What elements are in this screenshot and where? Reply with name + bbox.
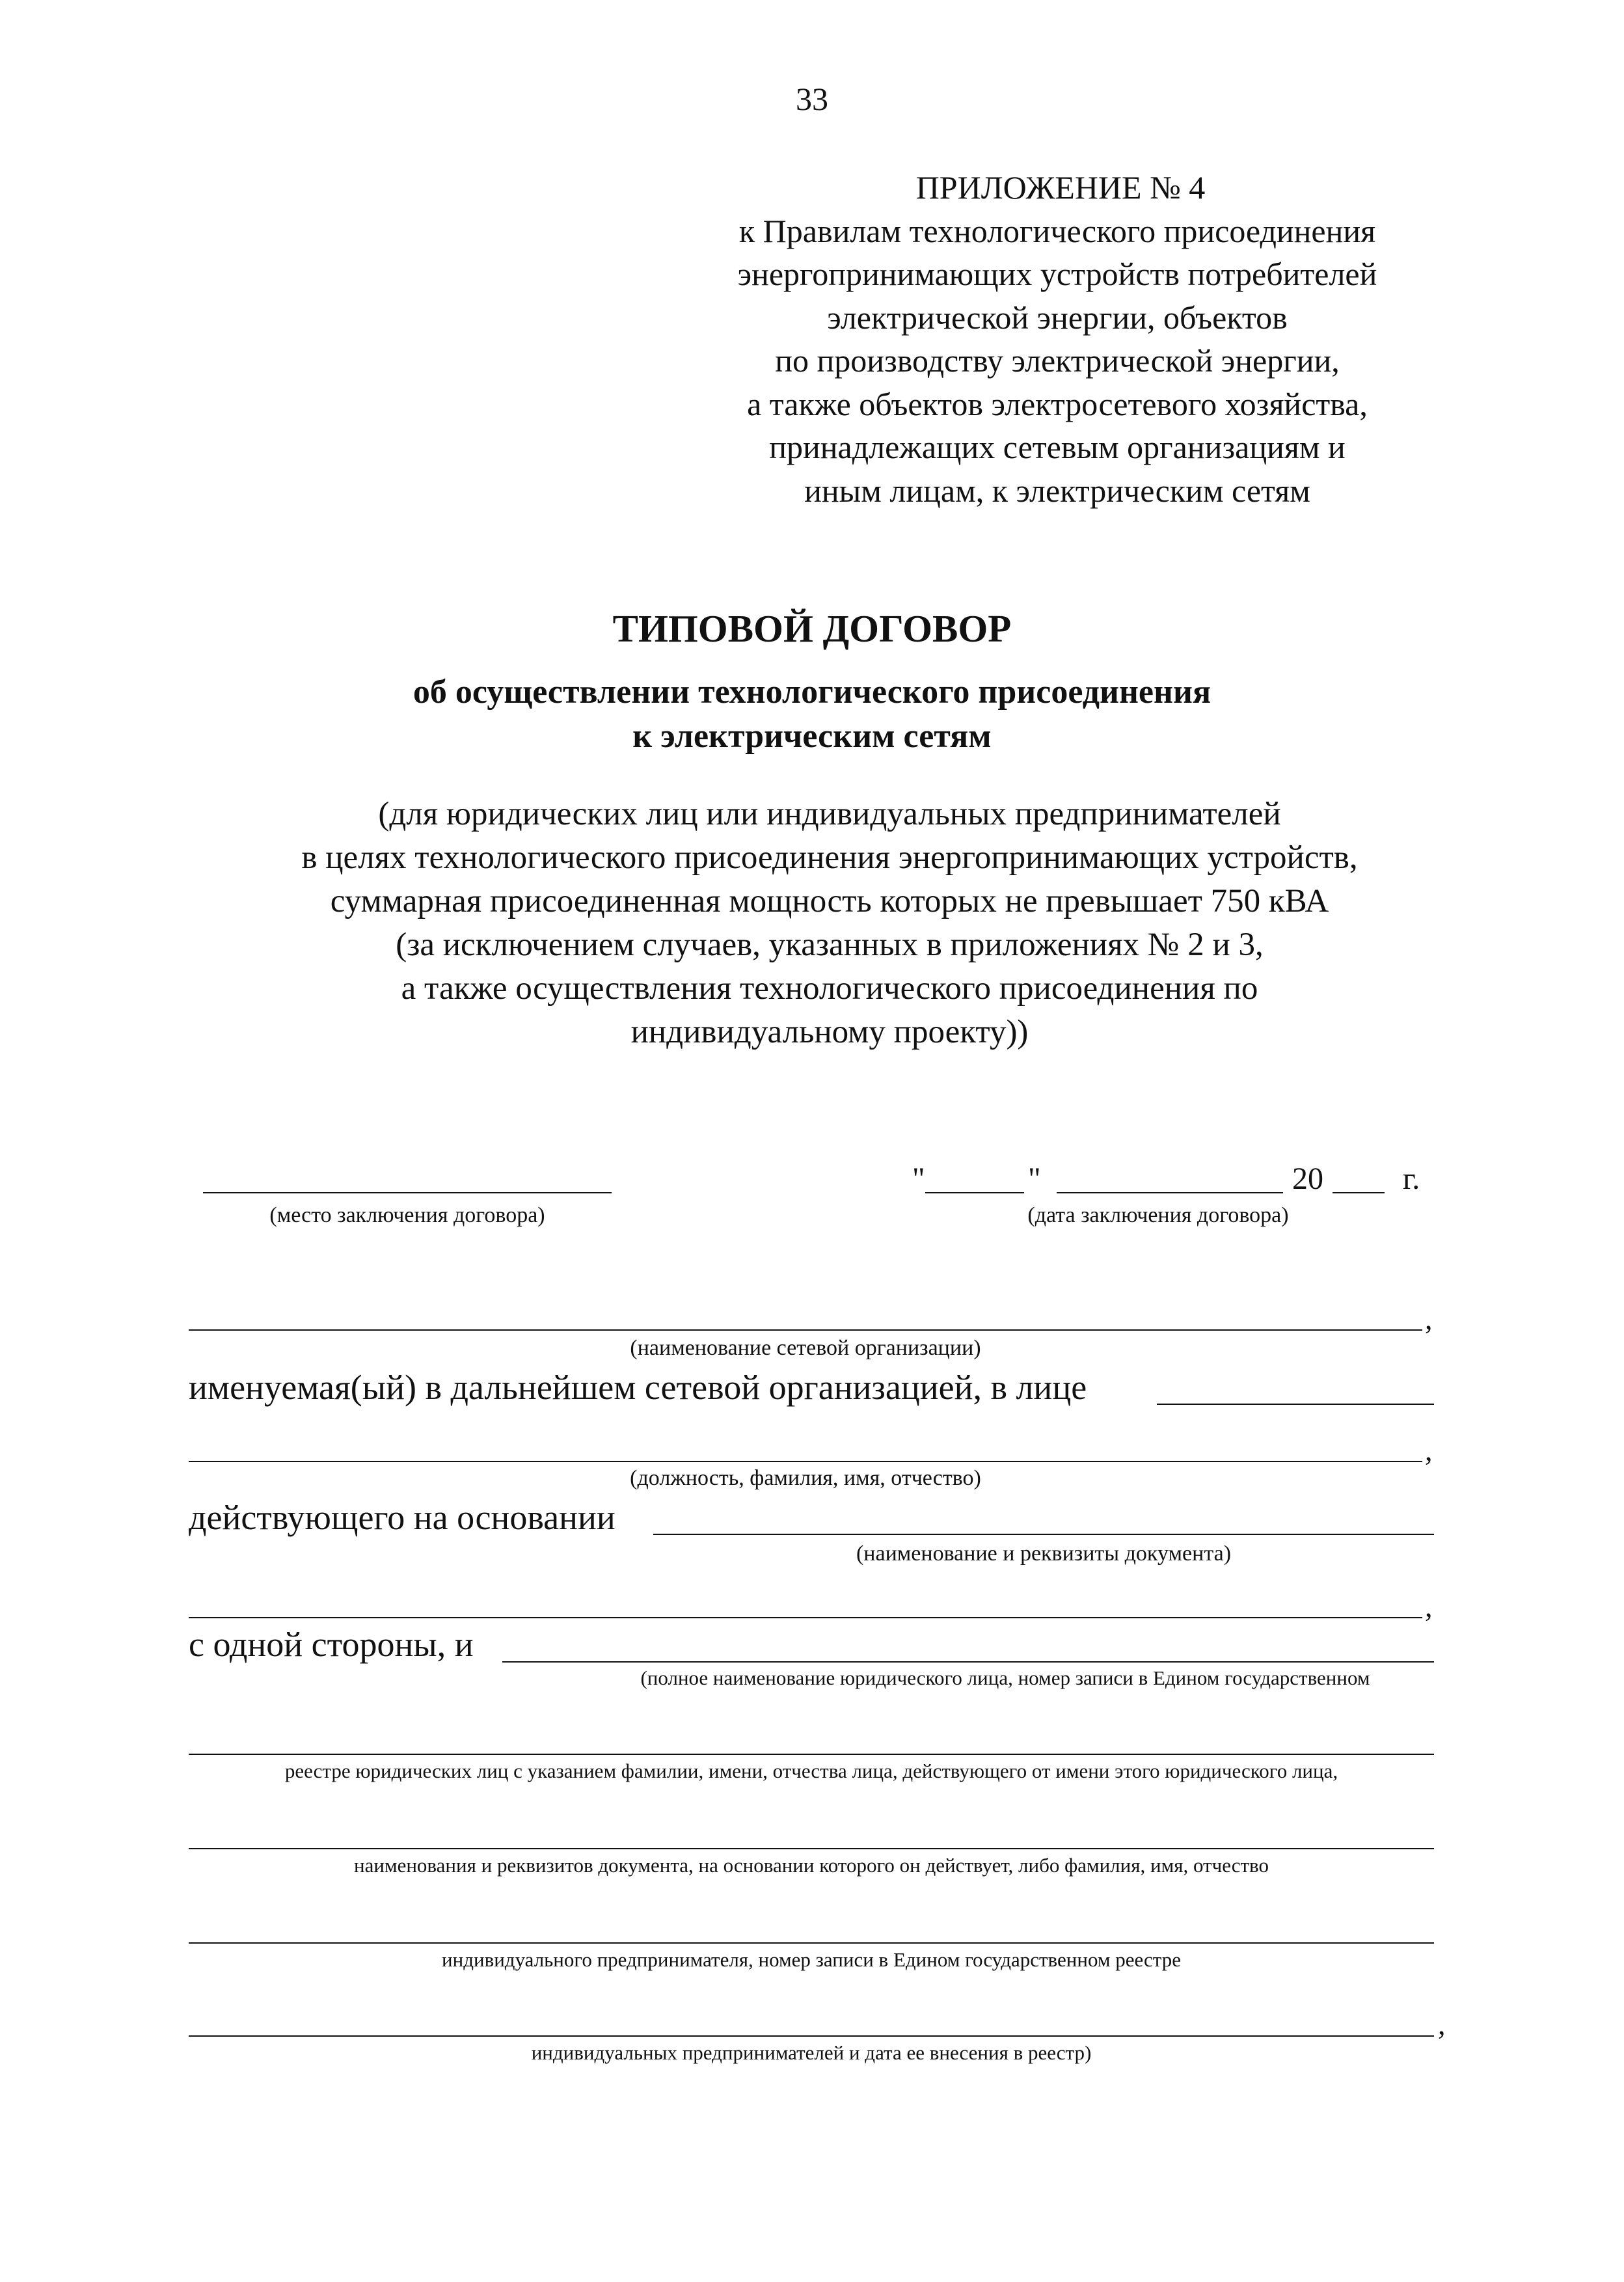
appendix-line: по производству электрической энергии, [775, 342, 1340, 379]
day-line[interactable] [925, 1192, 1024, 1193]
appendix-line: иным лицам, к электрическим сетям [804, 472, 1310, 509]
date-quote-open: " [912, 1161, 925, 1196]
named-as-text: именуемая(ый) в дальнейшем сетевой организацией, в лице [189, 1368, 1087, 1407]
legal-caption-4: индивидуального предпринимателя, номер записи в Едином государственном реестре [442, 1948, 1181, 1971]
year-line[interactable] [1333, 1192, 1385, 1193]
date-caption: (дата заключения договора) [1027, 1203, 1289, 1227]
applicant-line-4[interactable] [189, 1942, 1434, 1944]
page-number: 33 [796, 81, 828, 117]
appendix-line: электрической энергии, объектов [827, 299, 1288, 336]
scope-line: (за исключением случаев, указанных в приложениях № 2 и 3, [396, 927, 1264, 963]
legal-caption-2: реестре юридических лиц с указанием фамилии, имени, отчества лица, действующего от имени этого юридического лица, [284, 1759, 1338, 1782]
scope-line: а также осуществления технологического присоединения по [401, 970, 1258, 1007]
appendix-line: а также объектов электросетевого хозяйства, [747, 385, 1368, 422]
applicant-line-2[interactable] [189, 1754, 1434, 1755]
subtitle-line: об осуществлении технологического присоединения [413, 673, 1211, 711]
network-org-line[interactable] [189, 1329, 1422, 1331]
network-org-caption: (наименование сетевой организации) [630, 1336, 981, 1360]
applicant-line[interactable] [502, 1661, 1434, 1663]
date-quote-close: " [1028, 1161, 1041, 1196]
scope-line: (для юридических лиц или индивидуальных предпринимателей [378, 796, 1281, 832]
comma: , [1425, 1433, 1433, 1467]
subtitle-line: к электрическим сетям [632, 718, 992, 755]
applicant-line-3[interactable] [189, 1848, 1434, 1849]
position-caption: (должность, фамилия, имя, отчество) [630, 1466, 981, 1490]
scope-note [130, 793, 1529, 1054]
year-prefix: 20 [1292, 1161, 1323, 1196]
document-caption: (наименование и реквизиты документа) [856, 1542, 1232, 1566]
year-suffix: г. [1403, 1161, 1420, 1196]
document-continuation-line[interactable] [189, 1617, 1422, 1618]
month-line[interactable] [1057, 1192, 1283, 1193]
legal-caption-1: (полное наименование юридического лица, номер записи в Едином государственном [640, 1666, 1370, 1689]
appendix-line: принадлежащих сетевым организациям и [769, 429, 1346, 465]
applicant-line-5[interactable] [189, 2035, 1434, 2037]
representative-line[interactable] [1157, 1404, 1434, 1405]
acting-basis-text: действующего на основании [189, 1498, 616, 1537]
scope-line: индивидуальному проекту)) [630, 1014, 1029, 1050]
place-line[interactable] [203, 1192, 612, 1193]
document-subtitle [0, 670, 1624, 759]
appendix-line: к Правилам технологического присоединения [738, 212, 1376, 249]
scope-line: суммарная присоединенная мощность которых не превышает 750 кВА [330, 883, 1329, 919]
document-title: ТИПОВОЙ ДОГОВОР [612, 607, 1012, 650]
comma: , [1425, 1302, 1433, 1335]
appendix-block [612, 166, 1503, 512]
place-caption: (место заключения договора) [269, 1203, 545, 1227]
scope-line: в целях технологического присоединения энергопринимающих устройств, [301, 839, 1358, 876]
one-side-text: с одной стороны, и [189, 1625, 474, 1664]
appendix-heading: ПРИЛОЖЕНИЕ № 4 [915, 169, 1206, 206]
position-line[interactable] [189, 1461, 1422, 1462]
comma: , [1425, 1590, 1433, 1623]
comma: , [1438, 2007, 1446, 2041]
appendix-line: энергопринимающих устройств потребителей [737, 256, 1377, 292]
legal-caption-5: индивидуальных предпринимателей и дата ее внесения в реестр) [531, 2041, 1092, 2064]
legal-caption-3: наименования и реквизитов документа, на основании которого он действует, либо фамилия, имя, отчество [354, 1854, 1269, 1877]
basis-line[interactable] [653, 1534, 1434, 1535]
